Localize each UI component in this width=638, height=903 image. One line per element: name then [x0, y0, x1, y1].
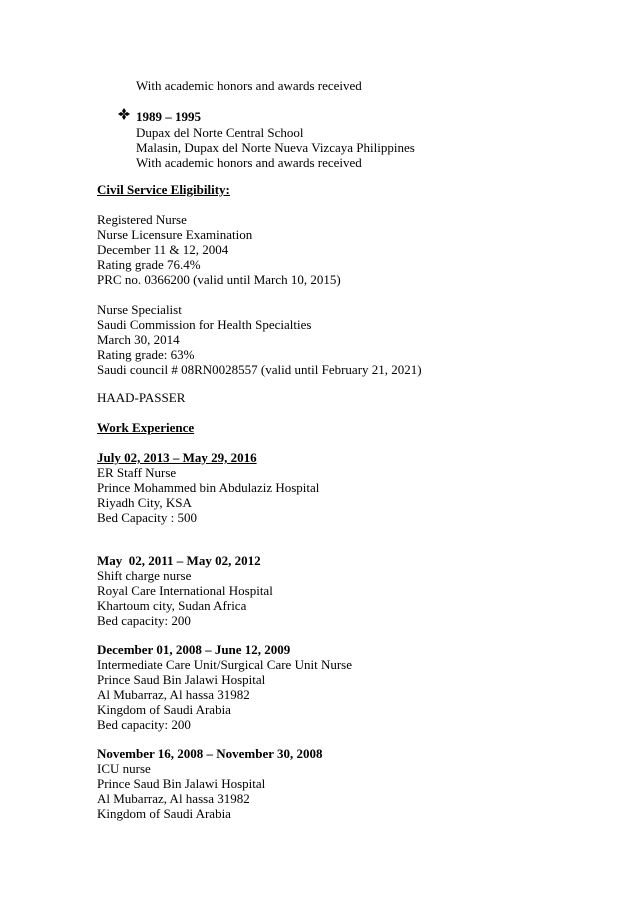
- edu-elem-address: Malasin, Dupax del Norte Nueva Vizcaya Philippines: [136, 140, 415, 155]
- job-1-capacity: Bed Capacity : 500: [97, 510, 198, 525]
- rn-date: December 11 & 12, 2004: [97, 242, 229, 257]
- job-3-capacity: Bed capacity: 200: [97, 717, 191, 732]
- rn-exam: Nurse Licensure Examination: [97, 227, 253, 242]
- job-4-role: ICU nurse: [97, 761, 151, 776]
- ns-grade: Rating grade: 63%: [97, 347, 195, 362]
- job-3-role: Intermediate Care Unit/Surgical Care Unit Nurse: [97, 657, 352, 672]
- job-1-hospital: Prince Mohammed bin Abdulaziz Hospital: [97, 480, 320, 495]
- job-1-dates: July 02, 2013 – May 29, 2016: [97, 450, 257, 465]
- work-experience-heading: Work Experience: [97, 420, 195, 435]
- rn-title: Registered Nurse: [97, 212, 187, 227]
- civil-service-heading: Civil Service Eligibility:: [97, 182, 230, 197]
- job-2-hospital: Royal Care International Hospital: [97, 583, 273, 598]
- job-1-role: ER Staff Nurse: [97, 465, 177, 480]
- ns-title: Nurse Specialist: [97, 302, 182, 317]
- job-4-dates: November 16, 2008 – November 30, 2008: [97, 746, 323, 761]
- rn-license: PRC no. 0366200 (valid until March 10, 2015): [97, 272, 341, 287]
- ns-org: Saudi Commission for Health Specialties: [97, 317, 312, 332]
- ns-date: March 30, 2014: [97, 332, 180, 347]
- edu-elem-school: Dupax del Norte Central School: [136, 125, 304, 140]
- job-4-hospital: Prince Saud Bin Jalawi Hospital: [97, 776, 266, 791]
- job-4-address: Al Mubarraz, Al hassa 31982: [97, 791, 250, 806]
- job-4-country: Kingdom of Saudi Arabia: [97, 806, 231, 821]
- job-3-hospital: Prince Saud Bin Jalawi Hospital: [97, 672, 266, 687]
- rn-grade: Rating grade 76.4%: [97, 257, 201, 272]
- job-3-country: Kingdom of Saudi Arabia: [97, 702, 231, 717]
- job-3-address: Al Mubarraz, Al hassa 31982: [97, 687, 250, 702]
- job-2-dates: May 02, 2011 – May 02, 2012: [97, 553, 261, 568]
- edu-elem-years: 1989 – 1995: [136, 109, 201, 124]
- haad-passer: HAAD-PASSER: [97, 390, 186, 405]
- edu-elem-honors: With academic honors and awards received: [136, 155, 362, 170]
- job-3-dates: December 01, 2008 – June 12, 2009: [97, 642, 291, 657]
- ns-license: Saudi council # 08RN0028557 (valid until February 21, 2021): [97, 362, 422, 377]
- diamond-bullet-icon: [118, 108, 130, 120]
- job-2-location: Khartoum city, Sudan Africa: [97, 598, 247, 613]
- edu-top-honors: With academic honors and awards received: [136, 78, 362, 93]
- job-2-capacity: Bed capacity: 200: [97, 613, 191, 628]
- job-2-role: Shift charge nurse: [97, 568, 192, 583]
- job-1-location: Riyadh City, KSA: [97, 495, 192, 510]
